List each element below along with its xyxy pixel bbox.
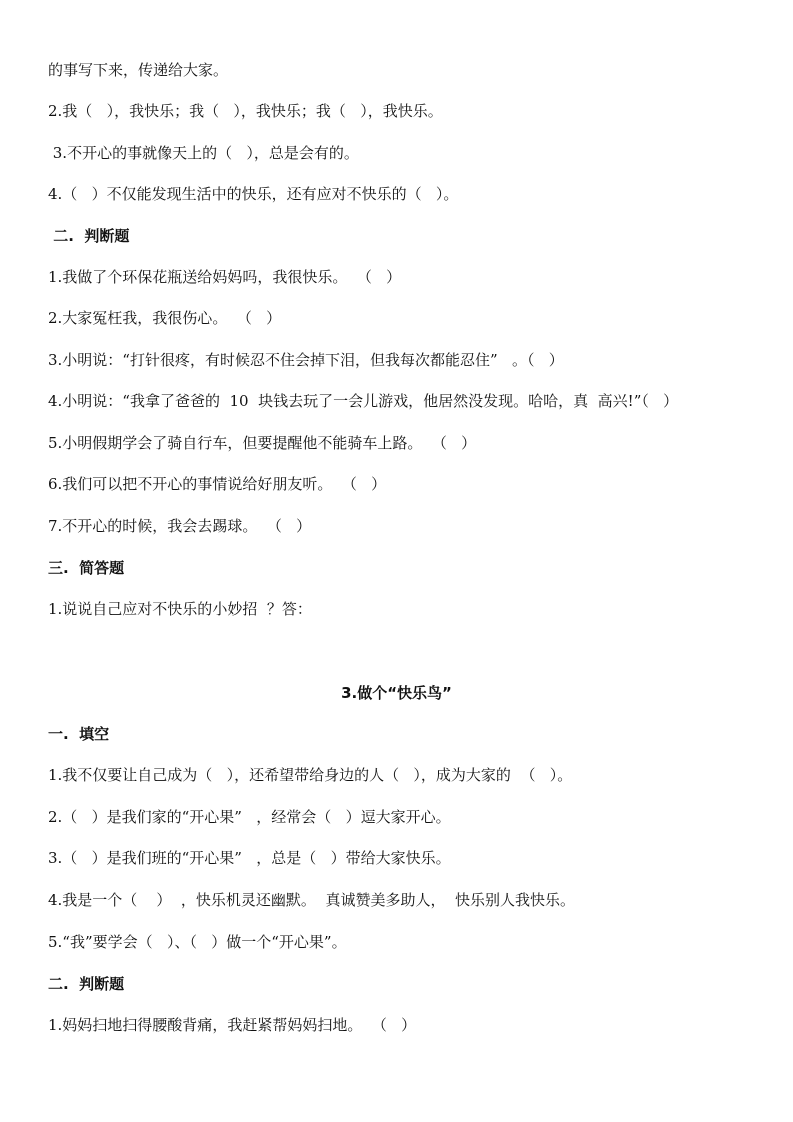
- judge-item-1: 1.我做了个环保花瓶送给妈妈吗，我很快乐。 （ ）: [48, 268, 402, 286]
- lesson3-fill-item-3: 3.（ ）是我们班的“开心果” ，总是（ ）带给大家快乐。: [48, 849, 451, 867]
- lesson3-fill-item-4: 4.我是一个（ ） ，快乐机灵还幽默。 真诚赞美多助人， 快乐别人我快乐。: [48, 891, 575, 909]
- fill-heading: 一. 填空: [48, 725, 110, 743]
- fill-in-item-4: 4.（ ）不仅能发现生活中的快乐，还有应对不快乐的（ ）。: [48, 185, 459, 203]
- lesson3-judge-item-1: 1.妈妈扫地扫得腰酸背痛，我赶紧帮妈妈扫地。 （ ）: [48, 1016, 417, 1034]
- fill-in-item-3: 3.不开心的事就像天上的（ ），总是会有的。: [48, 144, 359, 162]
- lesson3-fill-item-2: 2.（ ）是我们家的“开心果” ，经常会（ ）逗大家开心。: [48, 808, 451, 826]
- judge-item-5: 5.小明假期学会了骑自行车，但要提醒他不能骑车上路。 （ ）: [48, 434, 477, 452]
- lesson-title: 3.做个“快乐鸟”: [341, 684, 452, 702]
- judge-item-6: 6.我们可以把不开心的事情说给好朋友听。 （ ）: [48, 475, 387, 493]
- short-answer-item-1: 1.说说自己应对不快乐的小妙招 ？答：: [48, 600, 312, 618]
- fill-in-item-continuation: 的事写下来，传递给大家。: [48, 61, 229, 79]
- judge-heading: 二. 判断题: [48, 227, 130, 245]
- lesson3-judge-heading: 二. 判断题: [48, 975, 125, 993]
- lesson3-fill-item-5: 5.“我”要学会（ ）、（ ）做一个“开心果”。: [48, 933, 347, 951]
- judge-item-3: 3.小明说：“打针很疼，有时候忍不住会掉下泪，但我每次都能忍住” 。（ ）: [48, 351, 564, 369]
- judge-item-7: 7.不开心的时候，我会去踢球。 （ ）: [48, 517, 312, 535]
- lesson3-fill-item-1: 1.我不仅要让自己成为（ ），还希望带给身边的人（ ），成为大家的 （ ）。: [48, 766, 573, 784]
- judge-item-4: 4.小明说：“我拿了爸爸的 10 块钱去玩了一会儿游戏，他居然没发现。哈哈，真 高兴!”（ ）: [48, 392, 679, 410]
- judge-item-2: 2.大家冤枉我，我很伤心。 （ ）: [48, 309, 282, 327]
- fill-in-item-2: 2.我（ ），我快乐；我（ ），我快乐；我（ ），我快乐。: [48, 102, 443, 120]
- short-answer-heading: 三. 简答题: [48, 559, 125, 577]
